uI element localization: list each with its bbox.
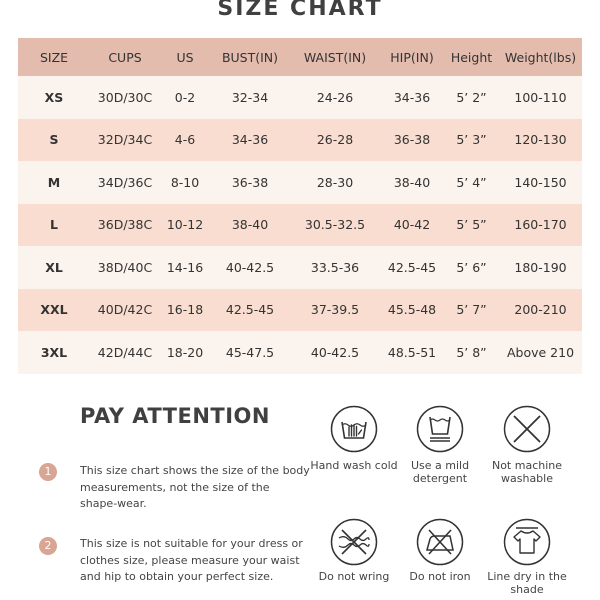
table-cell: 40-42.5 (290, 331, 380, 374)
table-cell: 42.5-45 (380, 246, 444, 289)
table-cell: 3XL (18, 331, 90, 374)
note-number-1: 1 (39, 463, 57, 481)
table-cell: 30D/30C (90, 76, 160, 119)
do-not-wring-label: Do not wring (318, 570, 390, 583)
table-cell: 45-47.5 (210, 331, 290, 374)
table-row (18, 246, 582, 289)
header-waist: WAIST(IN) (290, 38, 380, 76)
page-title: SIZE CHART (217, 0, 383, 21)
header-us: US (160, 38, 210, 76)
table-cell: XL (18, 246, 90, 289)
table-cell: 48.5-51 (380, 331, 444, 374)
table-cell: 5’ 7” (444, 289, 499, 332)
do-not-iron-icon (416, 518, 464, 566)
line-dry-shade-icon (503, 518, 551, 566)
hand-wash-label: Hand wash cold (310, 459, 398, 472)
pay-attention-title: PAY ATTENTION (80, 404, 270, 428)
hand-wash-icon (330, 405, 378, 453)
table-cell: M (18, 161, 90, 204)
table-cell: L (18, 204, 90, 247)
table-cell: 36-38 (380, 119, 444, 162)
table-cell: 5’ 6” (444, 246, 499, 289)
table-cell: 37-39.5 (290, 289, 380, 332)
table-cell: 5’ 4” (444, 161, 499, 204)
table-cell: 32D/34C (90, 119, 160, 162)
table-cell: 5’ 2” (444, 76, 499, 119)
header-hip: HIP(IN) (380, 38, 444, 76)
table-cell: 40-42 (380, 204, 444, 247)
table-cell: 100-110 (499, 76, 582, 119)
table-cell: 40D/42C (90, 289, 160, 332)
table-cell: 5’ 5” (444, 204, 499, 247)
table-cell: 45.5-48 (380, 289, 444, 332)
table-cell: 38-40 (210, 204, 290, 247)
size-chart-table (18, 38, 582, 374)
table-cell: 24-26 (290, 76, 380, 119)
table-cell: 33.5-36 (290, 246, 380, 289)
table-cell: 26-28 (290, 119, 380, 162)
table-cell: 180-190 (499, 246, 582, 289)
table-cell: 38D/40C (90, 246, 160, 289)
table-cell: 30.5-32.5 (290, 204, 380, 247)
header-height: Height (444, 38, 499, 76)
table-cell: 120-130 (499, 119, 582, 162)
table-cell: 5’ 3” (444, 119, 499, 162)
note-2: This size is not suitable for your dress or clothes size, please measure your waist and hip to obtain your perfect size. (80, 537, 303, 583)
do-not-iron-label: Do not iron (409, 570, 471, 583)
table-cell: 18-20 (160, 331, 210, 374)
mild-detergent-icon (416, 405, 464, 453)
table-cell: 34-36 (210, 119, 290, 162)
table-cell: XXL (18, 289, 90, 332)
mild-detergent-label: Use a mild detergent (410, 459, 470, 485)
table-cell: 140-150 (499, 161, 582, 204)
no-machine-wash-label: Not machine washable (491, 459, 563, 485)
table-cell: 0-2 (160, 76, 210, 119)
table-cell: 4-6 (160, 119, 210, 162)
table-cell: Above 210 (499, 331, 582, 374)
table-cell: 36-38 (210, 161, 290, 204)
table-cell: 8-10 (160, 161, 210, 204)
table-cell: 160-170 (499, 204, 582, 247)
table-row (18, 331, 582, 374)
line-dry-shade-label: Line dry in the shade (487, 570, 567, 596)
table-cell: 16-18 (160, 289, 210, 332)
table-cell: XS (18, 76, 90, 119)
no-machine-wash-icon (503, 405, 551, 453)
table-cell: 200-210 (499, 289, 582, 332)
table-cell: 32-34 (210, 76, 290, 119)
table-cell: 38-40 (380, 161, 444, 204)
header-cups: CUPS (90, 38, 160, 76)
table-cell: 34D/36C (90, 161, 160, 204)
table-row (18, 76, 582, 119)
do-not-wring-icon (330, 518, 378, 566)
header-size: SIZE (18, 38, 90, 76)
table-cell: 42D/44C (90, 331, 160, 374)
table-row (18, 204, 582, 247)
header-weight: Weight(lbs) (499, 38, 582, 76)
table-cell: 34-36 (380, 76, 444, 119)
table-cell: 28-30 (290, 161, 380, 204)
table-row (18, 289, 582, 332)
table-cell: 36D/38C (90, 204, 160, 247)
table-header-row (18, 38, 582, 76)
table-cell: 40-42.5 (210, 246, 290, 289)
header-bust: BUST(IN) (210, 38, 290, 76)
table-row (18, 161, 582, 204)
table-cell: S (18, 119, 90, 162)
table-cell: 42.5-45 (210, 289, 290, 332)
table-cell: 14-16 (160, 246, 210, 289)
note-number-2: 2 (39, 537, 57, 555)
table-cell: 10-12 (160, 204, 210, 247)
table-row (18, 119, 582, 162)
table-cell: 5’ 8” (444, 331, 499, 374)
note-1: This size chart shows the size of the body measurements, not the size of the shape-wear. (80, 464, 310, 510)
